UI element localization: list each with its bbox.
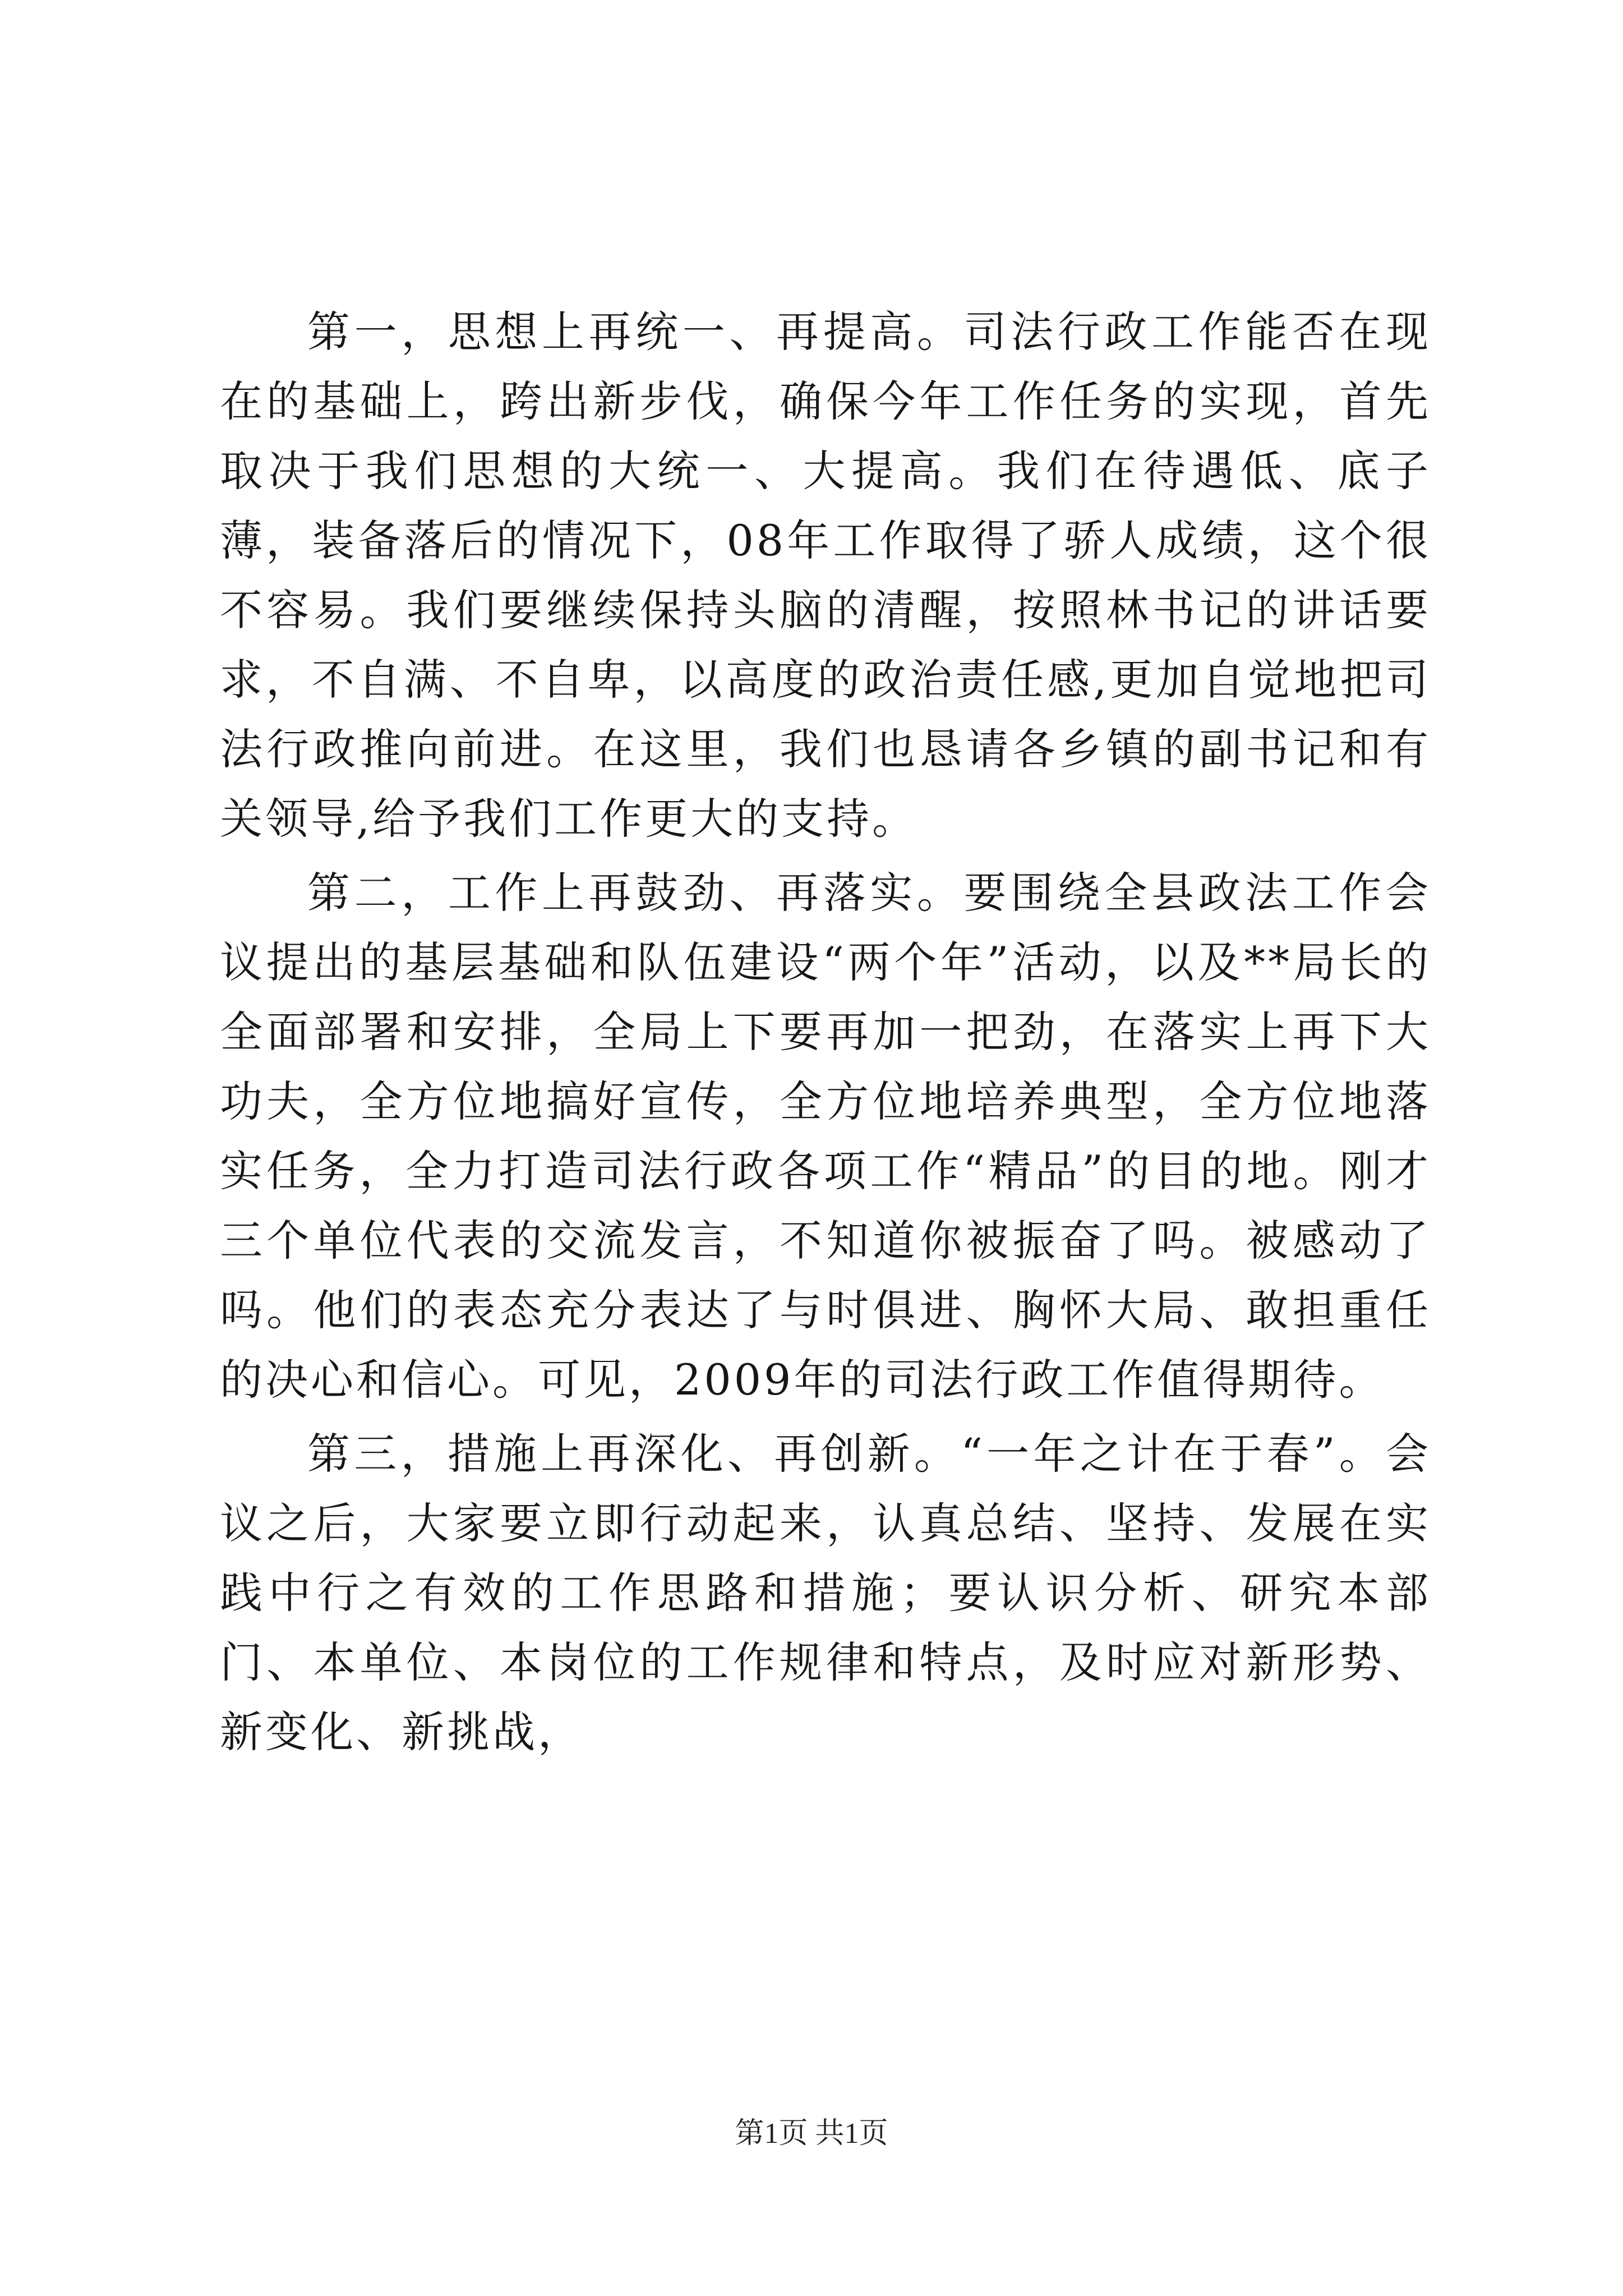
paragraph-1: 第一，思想上再统一、再提高。司法行政工作能否在现在的基础上，跨出新步伐，确保今年工作任务的实现，首先取决于我们思想的大统一、大提高。我们在待遇低、底子薄，装备落后的情况下，08年工作取得了骄人成绩，这个很不容易。我们要继续保持头脑的清醒，按照林书记的讲话要求，不自满、不自卑，以高度的政治责任感,更加自觉地把司法行政推向前进。在这里，我们也恳请各乡镇的副书记和有关领导,给予我们工作更大的支持。 xyxy=(220,307,1431,844)
paragraph-2: 第二，工作上再鼓劲、再落实。要围绕全县政法工作会议提出的基层基础和队伍建设“两个年”活动，以及**局长的全面部署和安排，全局上下要再加一把劲，在落实上再下大功夫，全方位地搞好宣传，全方位地培养典型，全方位地落实任务，全力打造司法行政各项工作“精品”的目的地。刚才三个单位代表的交流发言，不知道你被振奋了吗。被感动了吗。他们的表态充分表达了与时俱进、胸怀大局、敢担重任的决心和信心。可见，2009年的司法行政工作值得期待。 xyxy=(220,868,1431,1405)
paragraph-3: 第三，措施上再深化、再创新。“一年之计在于春”。会议之后，大家要立即行动起来，认真总结、坚持、发展在实践中行之有效的工作思路和措施；要认识分析、研究本部门、本单位、本岗位的工作规律和特点，及时应对新形势、新变化、新挑战， xyxy=(220,1429,1431,1757)
page-footer xyxy=(0,2109,1623,2151)
document-body xyxy=(220,297,1431,1772)
page-number-label: 第1页 共1页 xyxy=(735,2118,888,2150)
